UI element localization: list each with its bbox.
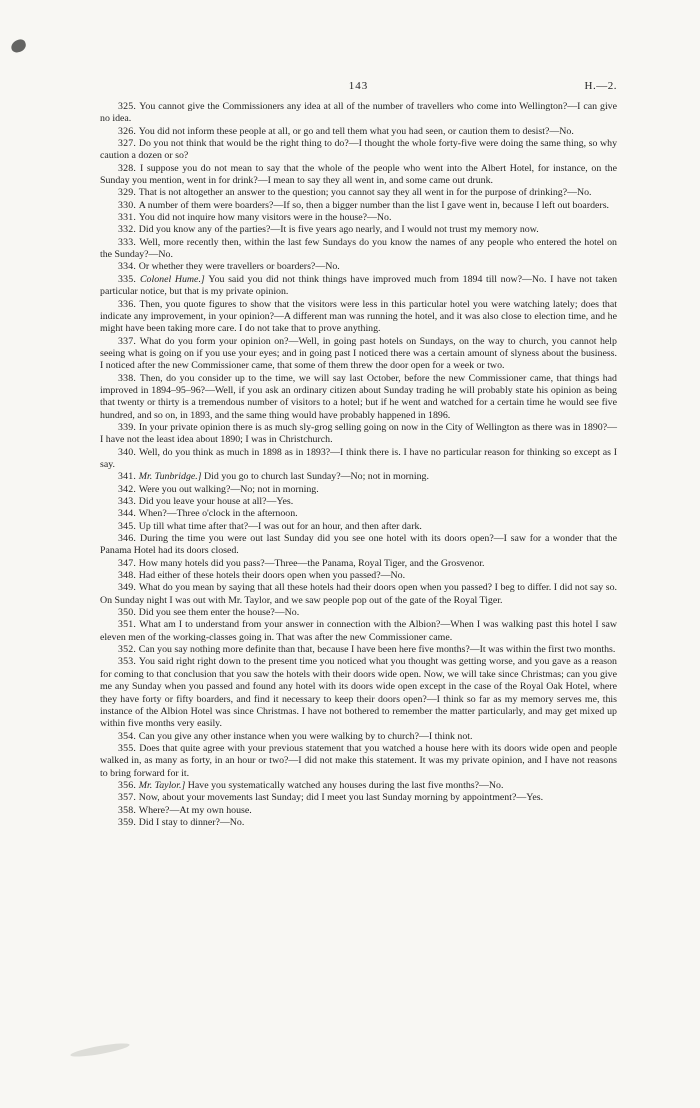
qa-paragraph xyxy=(100,533,617,558)
question-number: 333. xyxy=(118,236,140,248)
qa-paragraph xyxy=(100,299,617,336)
qa-text: Then, do you consider up to the time, we will say last October, before the new Commissioner came, that things had improved in 1894–95–96?—Well, if you ask an ordinary citizen about Sunday trading he will probably state his opinion as being that twenty or thirty is a tremendous number of visitors to a hotel; but if he went and watched for a certain time he would see five hundred, and so on, in 1893, and the same thing would have probably happened in 1896. xyxy=(100,372,617,421)
question-number: 346. xyxy=(118,533,141,545)
question-number: 339. xyxy=(118,421,139,433)
qa-paragraph xyxy=(100,570,617,582)
qa-text: Does that quite agree with your previous statement that you watched a house here with its doors wide open and people walked in, as many as forty, in an hour or two?—I did not make this statement. It was my private opinion, and I have not reasons to bring forward for it. xyxy=(100,742,617,779)
qa-text: Can you give any other instance when you were walking by to church?—I think not. xyxy=(138,730,473,742)
qa-text: Did you see them enter the house?—No. xyxy=(138,607,300,619)
qa-text: You said you did not think things have improved much from 1894 till now?—No. I have not taken particular notice, but that is my private opinion. xyxy=(100,273,618,298)
qa-paragraph xyxy=(100,521,617,533)
question-number: 340. xyxy=(118,446,140,458)
question-number: 327. xyxy=(118,138,139,150)
qa-paragraph xyxy=(100,200,617,212)
qa-paragraph xyxy=(100,805,617,817)
question-number: 326. xyxy=(118,125,139,137)
document-body xyxy=(100,101,617,829)
qa-paragraph xyxy=(100,496,617,508)
qa-paragraph xyxy=(100,644,617,656)
qa-text: A number of them were boarders?—If so, then a bigger number than the list I gave went in, because I left out boarders. xyxy=(138,199,610,211)
qa-paragraph xyxy=(100,508,617,520)
qa-paragraph xyxy=(100,187,617,199)
qa-paragraph xyxy=(100,373,617,422)
qa-paragraph xyxy=(100,656,617,730)
ink-blot-artifact xyxy=(10,38,28,54)
qa-paragraph xyxy=(100,558,617,570)
question-number: 336. xyxy=(118,298,140,310)
speaker-name: Colonel Hume.] xyxy=(139,273,209,285)
qa-paragraph xyxy=(100,780,617,792)
question-number: 338. xyxy=(118,372,140,384)
question-number: 351. xyxy=(118,619,140,631)
qa-paragraph xyxy=(100,163,617,188)
qa-text: What do you form your opinion on?—Well, in going past hotels on Sundays, on the way to church, you cannot help seeing what is going on if you use your eyes; and in going past I noticed there was a certain amount of slyness about the business. I noticed after the new Commissioner came, that some of them threw the door open for a week or two. xyxy=(100,335,617,372)
qa-text: Up till what time after that?—I was out for an hour, and then after dark. xyxy=(138,520,422,532)
question-number: 334. xyxy=(118,261,139,273)
qa-paragraph xyxy=(100,447,617,472)
qa-paragraph xyxy=(100,607,617,619)
question-number: 354. xyxy=(118,730,139,742)
speaker-name: Mr. Taylor.] xyxy=(138,779,188,791)
qa-text: Well, more recently then, within the last few Sundays do you know the names of any people who entered the hotel on the Sunday?—No. xyxy=(100,236,617,261)
question-number: 332. xyxy=(118,224,139,236)
qa-text: Where?—At my own house. xyxy=(138,804,252,816)
qa-text: Did I stay to dinner?—No. xyxy=(138,816,245,828)
qa-paragraph xyxy=(100,731,617,743)
question-number: 342. xyxy=(118,483,139,495)
question-number: 353. xyxy=(118,656,139,668)
question-number: 337. xyxy=(118,335,140,347)
qa-paragraph xyxy=(100,743,617,780)
question-number: 335. xyxy=(118,273,140,285)
qa-paragraph xyxy=(100,101,617,126)
qa-text: In your private opinion there is as much sly-grog selling going on now in the City of Wellington as there was in 1890?—I have not the least idea about 1890; I was in Christchurch. xyxy=(100,421,618,446)
question-number: 359. xyxy=(118,816,139,828)
qa-text: Or whether they were travellers or boarders?—No. xyxy=(138,261,340,273)
qa-paragraph xyxy=(100,422,617,447)
question-number: 343. xyxy=(118,496,139,507)
qa-paragraph xyxy=(100,619,617,644)
qa-paragraph xyxy=(100,274,617,299)
question-number: 344. xyxy=(118,508,139,520)
qa-paragraph xyxy=(100,261,617,273)
qa-text: I suppose you do not mean to say that the whole of the people who went into the Albert Hotel, for instance, on the Sunday you mention, went in for drink?—I mean to say they all went in, and some came out drunk. xyxy=(100,162,618,187)
qa-paragraph xyxy=(100,212,617,224)
qa-paragraph xyxy=(100,138,617,163)
qa-text: Were you out walking?—No; not in morning. xyxy=(138,483,319,495)
page-header xyxy=(100,80,617,96)
question-number: 331. xyxy=(118,212,139,224)
qa-text: Then, you quote figures to show that the visitors were less in this particular hotel you were watching lately; does that indicate any improvement, in your opinion?—A different man was running the hotel, and it was also close to election time, and he might have been taking more care. I do not take that to prove anything. xyxy=(100,298,617,335)
qa-paragraph xyxy=(100,126,617,138)
question-number: 347. xyxy=(118,557,139,569)
scan-smudge-artifact xyxy=(70,1041,130,1059)
question-number: 358. xyxy=(118,804,139,816)
qa-text: Did you leave your house at all?—Yes. xyxy=(138,496,294,507)
qa-text: During the time you were out last Sunday did you see one hotel with its doors open?—I saw for a wonder that the Panama Hotel had its doors closed. xyxy=(100,533,618,557)
qa-text: Had either of these hotels their doors open when you passed?—No. xyxy=(138,570,406,582)
question-number: 325. xyxy=(118,101,140,112)
qa-text: Do you not think that would be the right thing to do?—I thought the whole forty-five were doing the same thing, so why caution a dozen or so? xyxy=(100,138,618,162)
qa-paragraph xyxy=(100,471,617,483)
question-number: 357. xyxy=(118,792,139,804)
qa-text: You said right right down to the present time you noticed what you thought was getting worse, and you gave as a reason for coming to that conclusion that you saw the hotels with their doors wide open. Now, we will take since Christmas; can you give me any Sunday when you passed and found any hotel with its doors wide open except in the case of the Royal Oak Hotel, where they have forty or fifty boarders, and find it necessary to keep their doors open?—I think so far as my memory serves me, this instance of the Albion Hotel was since Christmas. I have not bothered to remember the matter particularly, and may get mixed up within five months very easily. xyxy=(100,656,617,730)
qa-text: How many hotels did you pass?—Three—the Panama, Royal Tiger, and the Grosvenor. xyxy=(138,557,485,569)
qa-paragraph xyxy=(100,582,617,607)
qa-text: That is not altogether an answer to the question; you cannot say they all went in for the purpose of drinking?—No. xyxy=(138,187,592,199)
question-number: 348. xyxy=(118,570,139,582)
qa-paragraph xyxy=(100,336,617,373)
qa-paragraph xyxy=(100,224,617,236)
question-number: 352. xyxy=(118,644,139,656)
document-reference: H.—2. xyxy=(584,80,617,92)
qa-paragraph xyxy=(100,817,617,829)
qa-text: Did you know any of the parties?—It is five years ago nearly, and I would not trust my memory now. xyxy=(138,224,539,236)
qa-paragraph xyxy=(100,237,617,262)
speaker-name: Mr. Tunbridge.] xyxy=(138,471,205,483)
qa-text: Can you say nothing more definite than that, because I have been here five months?—It was within the first two months. xyxy=(138,644,616,656)
qa-text: What am I to understand from your answer in connection with the Albion?—When I was walking past this hotel I saw eleven men of the working-classes going in. That was after the new Commissioner came. xyxy=(100,619,617,643)
qa-text: What do you mean by saying that all these hotels had their doors open when you passed? I beg to differ. I did not say so. On Sunday night I was out with Mr. Taylor, and we saw people pop out of the gate of the Royal Tiger. xyxy=(100,582,618,606)
qa-text: Have you systematically watched any houses during the last five months?—No. xyxy=(187,779,504,791)
qa-text: Did you go to church last Sunday?—No; not in morning. xyxy=(204,471,429,483)
qa-paragraph xyxy=(100,484,617,496)
qa-text: Now, about your movements last Sunday; did I meet you last Sunday morning by appointment?—Yes. xyxy=(138,792,544,804)
question-number: 329. xyxy=(118,187,139,199)
question-number: 355. xyxy=(118,742,140,754)
question-number: 349. xyxy=(118,582,139,594)
question-number: 341. xyxy=(118,471,139,483)
question-number: 350. xyxy=(118,607,139,619)
qa-paragraph xyxy=(100,792,617,804)
qa-text: Well, do you think as much in 1898 as in 1893?—I think there is. I have no particular reason for thinking so except as I say. xyxy=(100,446,617,470)
qa-text: You cannot give the Commissioners any idea at all of the number of travellers who come into Wellington?—I can give no idea. xyxy=(100,101,618,125)
question-number: 356. xyxy=(118,779,139,791)
qa-text: You did not inquire how many visitors were in the house?—No. xyxy=(138,212,392,224)
qa-text: You did not inform these people at all, or go and tell them what you had seen, or caution them to desist?—No. xyxy=(138,125,574,137)
page-number: 143 xyxy=(348,80,369,92)
question-number: 330. xyxy=(118,199,139,211)
question-number: 345. xyxy=(118,520,139,532)
qa-text: When?—Three o'clock in the afternoon. xyxy=(138,508,298,520)
question-number: 328. xyxy=(118,162,140,174)
